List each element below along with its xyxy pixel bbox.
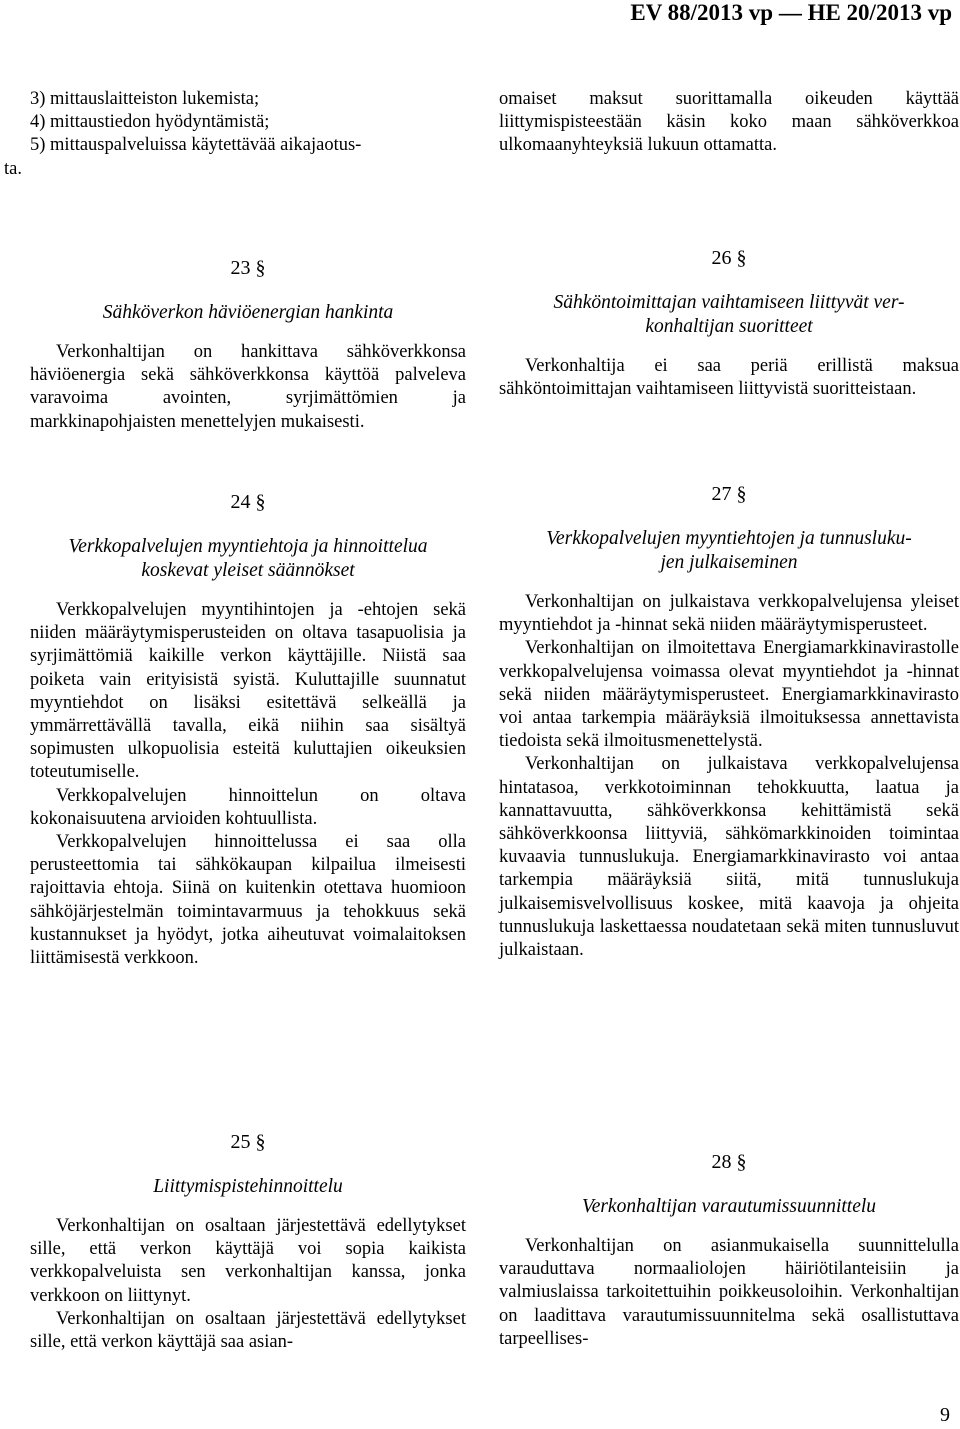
section-title: Sähköntoimittajan vaihtamiseen liittyvät ver- [553, 292, 905, 313]
section-title: Liittymispistehinnoittelu [153, 1176, 343, 1197]
section-title-cont: jen julkaiseminen [660, 552, 798, 573]
section-24 [30, 490, 466, 970]
running-header: EV 88/2013 vp — HE 20/2013 vp [630, 0, 952, 25]
list-item: 3) mittauslaitteiston lukemista; [30, 89, 260, 109]
paragraph: Verkonhaltijan on ilmoitettava Energiamarkkinavirastolle verkkopalvelujensa voimassa olevat myyntiehdot ja -hinnat sekä niiden määräytymisperusteet. Energiamarkkinavirasto voi antaa tarkempia määräyksiä ilmoituksessa annettavista tiedoista sekä ilmoitusmenettelystä. [499, 638, 959, 752]
section-number: 25 § [230, 1131, 266, 1153]
paragraph: Verkonhaltijan on julkaistava verkkopalvelujensa hintatasoa, verkkotoiminnan tehokkuutta, laatua ja kannattavuutta, sähköverkkonsa kehittämistä sekä sähköverkkoonsa liittyviä, sähkömarkkinoiden toimintaa kuvaavia tunnuslukuja. Energiamarkkinavirasto voi antaa tarkempia määräyksiä siitä, mitä tunnuslukuja julkaisemisvelvollisuus koskee, mitä kaavoja ja ohjeita tunnuslukuja laskettaessa noudatetaan sekä miten tunnusluvut julkaistaan. [499, 754, 959, 961]
measurement-list [4, 88, 466, 181]
list-item: 4) mittaustiedon hyödyntämistä; [30, 112, 270, 133]
right-column-continuation [499, 88, 959, 158]
paragraph: Verkkopalvelujen myyntihintojen ja -ehtojen sekä niiden määräytymisperusteiden on oltava tasapuolisia ja syrjimättömiä kaikille verkon käyttäjille. Niistä saa poiketa vain erityisistä syistä. Kuluttajille suunnatut myyntiehdot on lisäksi esitettävä selkeällä ja ymmärrettävällä tavalla, eikä niihin saa sisältyä sopimusten ulkopuolisia esteitä kuluttajien oikeuksien toteutumiselle. [30, 600, 466, 783]
list-item: 5) mittauspalveluissa käytettävää aikajaotus- [30, 135, 362, 156]
list-item: ta. [4, 158, 22, 179]
section-title-cont: koskevat yleiset säännökset [141, 560, 355, 581]
paragraph: Verkonhaltija ei saa periä erillistä maksua sähköntoimittajan vaihtamiseen liittyvistä suoritteistaan. [499, 356, 959, 400]
paragraph: omaiset maksut suorittamalla oikeuden käyttää liittymispisteestään käsin koko maan sähköverkkoa ulkomaanyhteyksiä lukuun ottamatta. [499, 89, 959, 156]
paragraph: Verkkopalvelujen hinnoittelussa ei saa olla perusteettomia tai sähkökaupan kilpailua ilmeisesti rajoittavia ehtoja. Siinä on kuitenkin otettava huomioon sähköjärjestelmän toimintavarmuus ja tehokkuus sekä kustannukset ja hyödyt, jotka aiheutuvat voimalaitoksen liittämisestä verkkoon. [30, 832, 466, 969]
paragraph: Verkonhaltijan on asianmukaisella suunnittelulla varauduttava normaaliolojen häiriötilanteisiin ja valmiuslaissa tarkoitettuihin poikkeusoloihin. Verkonhaltijan on laadittava varautumissuunnitelma sekä osallistuttava tarpeellises- [499, 1236, 959, 1349]
section-number: 24 § [230, 491, 266, 513]
section-number: 23 § [230, 257, 266, 279]
section-25 [30, 1130, 466, 1354]
section-number: 26 § [711, 247, 747, 269]
section-title: Verkonhaltijan varautumissuunnittelu [581, 1196, 877, 1217]
section-28 [499, 1150, 959, 1351]
paragraph: Verkonhaltijan on osaltaan järjestettävä edellytykset sille, että verkon käyttäjä voi sopia kaikista verkkopalveluista sen verkonhaltijan kanssa, jonka verkkoon on liittynyt. [30, 1216, 466, 1306]
section-23 [30, 256, 466, 434]
section-title: Verkkopalvelujen myyntiehtojen ja tunnusluku- [546, 528, 912, 549]
section-number: 27 § [711, 483, 747, 505]
section-26 [499, 246, 959, 401]
paragraph: Verkonhaltijan on hankittava sähköverkkonsa häviöenergia sekä sähköverkkonsa käyttöä palveleva varavoima avointen, syrjimättömien ja markkinapohjaisten menettelyjen mukaisesti. [30, 342, 466, 432]
section-title: Verkkopalvelujen myyntiehtoja ja hinnoittelua [68, 536, 428, 557]
page-number: 9 [940, 1404, 950, 1426]
section-title-cont: konhaltijan suoritteet [645, 316, 813, 337]
section-title: Sähköverkon häviöenergian hankinta [102, 302, 394, 323]
paragraph: Verkkopalvelujen hinnoittelun on oltava kokonaisuutena arvioiden kohtuullista. [30, 785, 466, 829]
left-column [4, 88, 466, 181]
paragraph: Verkonhaltijan on julkaistava verkkopalvelujensa yleiset myyntiehdot ja -hinnat sekä niiden määräytymisperusteet. [499, 592, 959, 636]
section-number: 28 § [711, 1151, 747, 1173]
section-27 [499, 482, 959, 962]
paragraph: Verkonhaltijan on osaltaan järjestettävä edellytykset sille, että verkon käyttäjä saa asian- [30, 1308, 466, 1353]
